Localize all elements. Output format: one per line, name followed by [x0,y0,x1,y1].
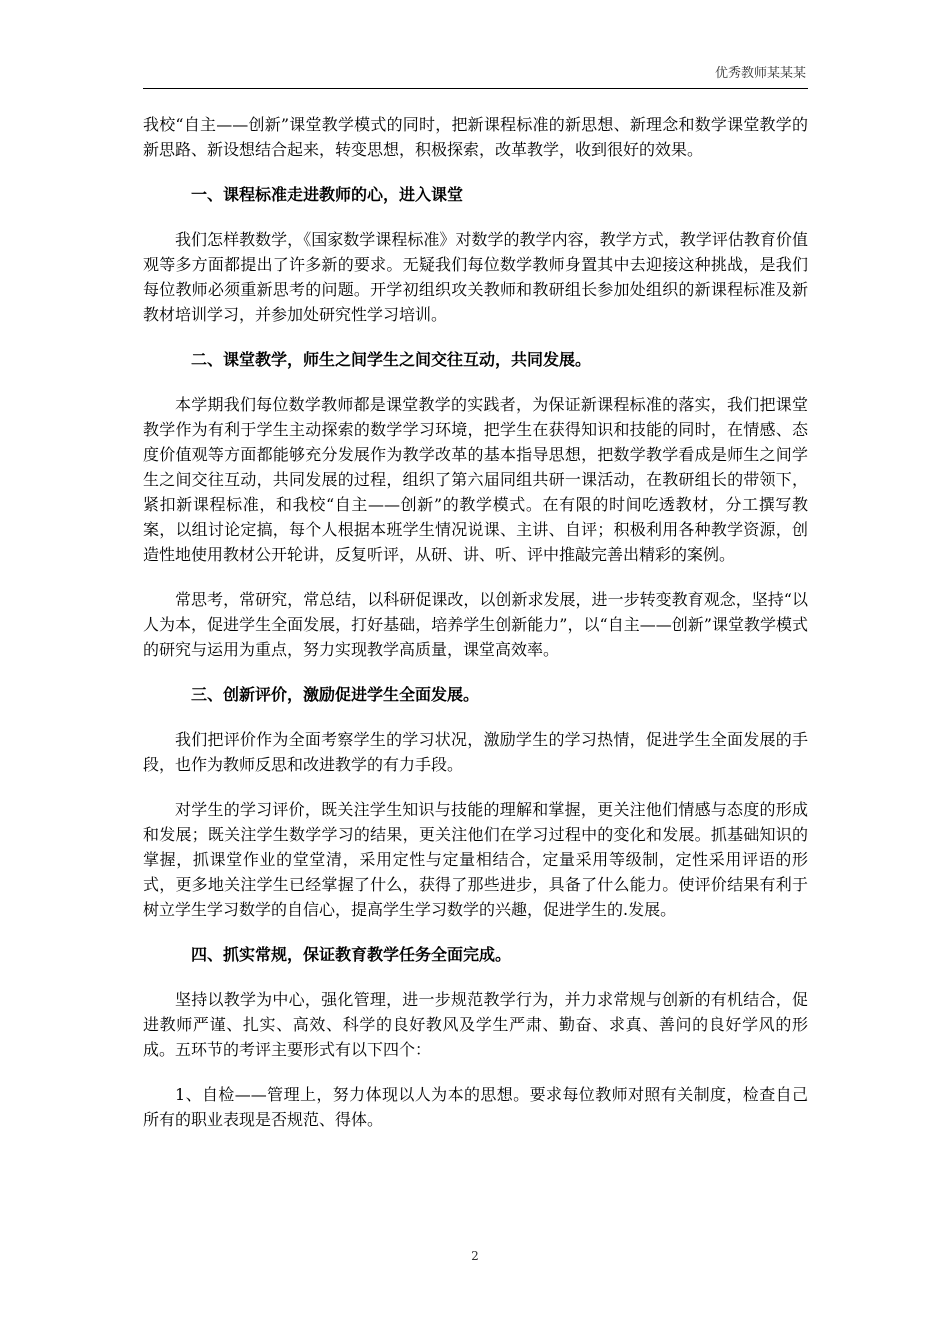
section-3-paragraph-2: 对学生的学习评价，既关注学生知识与技能的理解和掌握，更关注他们情感与态度的形成和发展；既关注学生数学学习的结果，更关注他们在学习过程中的变化和发展。抓基础知识的掌握，抓课堂作业的堂堂清，采用定性与定量相结合，定量采用等级制，定性采用评语的形式，更多地关注学生已经掌握了什么，获得了那些进步，具备了什么能力。使评价结果有利于树立学生学习数学的自信心，提高学生学习数学的兴趣，促进学生的.发展。 [143,800,808,919]
section-3-paragraph-1: 我们把评价作为全面考察学生的学习状况，激励学生的学习热情，促进学生全面发展的手段，也作为教师反思和改进教学的有力手段。 [143,730,808,774]
page-number: 2 [471,1249,479,1263]
section-2-paragraph-2: 常思考，常研究，常总结，以科研促课改，以创新求发展，进一步转变教育观念，坚持“以人为本，促进学生全面发展，打好基础，培养学生创新能力”，以“自主——创新”课堂教学模式的研究与运用为重点，努力实现教学高质量，课堂高效率。 [143,590,808,659]
section-heading-4: 四、抓实常规，保证教育教学任务全面完成。 [191,945,512,964]
section-4-paragraph-1: 坚持以教学为中心，强化管理，进一步规范教学行为，并力求常规与创新的有机结合，促进教师严谨、扎实、高效、科学的良好教风及学生严肃、勤奋、求真、善问的良好学风的形成。五环节的考评主要形式有以下四个： [143,990,808,1059]
section-1-paragraph: 我们怎样教数学，《国家数学课程标准》对数学的教学内容，教学方式，教学评估教育价值观等多方面都提出了许多新的要求。无疑我们每位数学教师身置其中去迎接这种挑战，是我们每位教师必须重新思考的问题。开学初组织攻关教师和教研组长参加处组织的新课程标准及新教材培训学习，并参加处研究性学习培训。 [143,230,808,324]
section-heading-2: 二、课堂教学，师生之间学生之间交往互动，共同发展。 [191,350,592,369]
section-2-paragraph-1: 本学期我们每位数学教师都是课堂教学的实践者，为保证新课程标准的落实，我们把课堂教学作为有利于学生主动探索的数学学习环境，把学生在获得知识和技能的同时，在情感、态度价值观等方面都能够充分发展作为教学改革的基本指导思想，把数学教学看成是师生之间学生之间交往互动，共同发展的过程，组织了第六届同组共研一课活动，在教研组长的带领下，紧扣新课程标准，和我校“自主——创新”的教学模式。在有限的时间吃透教材，分工撰写教案，以组讨论定搞，每个人根据本班学生情况说课、主讲、自评；积极利用各种教学资源，创造性地使用教材公开轮讲，反复听评，从研、讲、听、评中推敲完善出精彩的案例。 [143,395,808,564]
document-body [143,112,808,1152]
header-author: 优秀教师某某某 [714,66,806,81]
section-4-list-item-1: 1、自检——管理上，努力体现以人为本的思想。要求每位教师对照有关制度，检查自己所有的职业表现是否规范、得体。 [143,1085,808,1129]
intro-paragraph: 我校“自主——创新”课堂教学模式的同时，把新课程标准的新思想、新理念和数学课堂教学的新思路、新设想结合起来，转变思想，积极探索，改革教学，收到很好的效果。 [143,115,808,159]
page-header [143,60,808,89]
section-heading-3: 三、创新评价，激励促进学生全面发展。 [191,685,480,704]
section-heading-1: 一、课程标准走进教师的心，进入课堂 [191,185,464,204]
